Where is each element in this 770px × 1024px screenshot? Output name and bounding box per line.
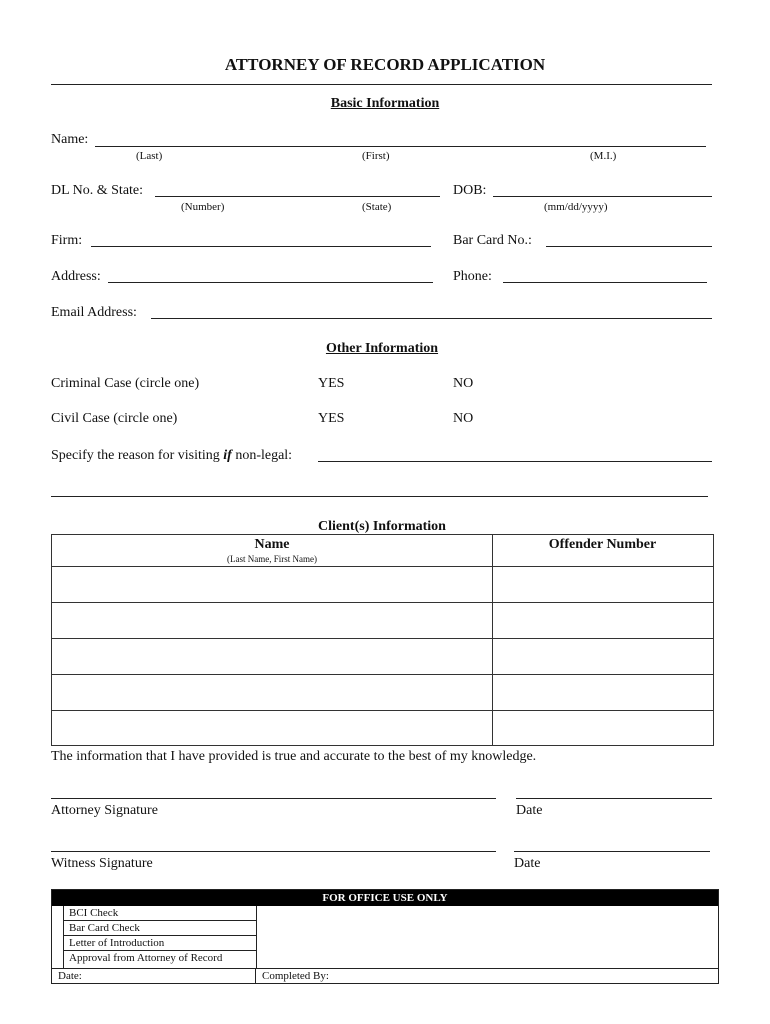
table-row[interactable]: [52, 566, 713, 567]
attorney-date-label: Date: [516, 803, 543, 818]
phone-label: Phone:: [453, 269, 492, 284]
reason-prefix: Specify the reason for visiting: [51, 448, 224, 463]
name-sub-last: (Last): [136, 150, 163, 162]
office-use-heading: FOR OFFICE USE ONLY: [52, 890, 718, 906]
office-bottom-divider: [255, 968, 256, 983]
reason-suffix: non-legal:: [231, 448, 293, 463]
reason-field-2[interactable]: [51, 496, 708, 497]
dl-field[interactable]: [155, 196, 440, 197]
civil-yes[interactable]: YES: [318, 411, 345, 426]
attorney-signature-field[interactable]: [51, 798, 496, 799]
col-header-offender: Offender Number: [548, 537, 657, 552]
basic-info-heading: Basic Information: [330, 96, 440, 111]
barcard-field[interactable]: [546, 246, 712, 247]
office-check-letter[interactable]: Letter of Introduction: [64, 936, 256, 951]
dl-sub-state: (State): [362, 201, 392, 213]
office-use-box: [51, 889, 719, 984]
firm-label: Firm:: [51, 233, 83, 248]
office-check-bci[interactable]: BCI Check: [64, 906, 256, 921]
col-header-name: Name: [254, 537, 290, 552]
other-info-heading: Other Information: [325, 341, 439, 356]
firm-field[interactable]: [91, 246, 431, 247]
name-field[interactable]: [95, 146, 706, 147]
office-bottom-rule: [52, 968, 718, 969]
reason-if: if: [223, 448, 232, 463]
table-row[interactable]: [52, 602, 713, 603]
civil-no[interactable]: NO: [453, 411, 474, 426]
criminal-no[interactable]: NO: [453, 376, 474, 391]
civil-case-label: Civil Case (circle one): [51, 411, 178, 426]
table-row[interactable]: [52, 710, 713, 711]
dob-label: DOB:: [453, 183, 487, 198]
dob-sub: (mm/dd/yyyy): [544, 201, 608, 213]
table-row[interactable]: [52, 674, 713, 675]
office-completed-label: Completed By:: [262, 970, 329, 982]
attorney-date-field[interactable]: [516, 798, 712, 799]
attestation-text: The information that I have provided is true and accurate to the best of my knowledge.: [51, 749, 537, 764]
criminal-case-label: Criminal Case (circle one): [51, 376, 200, 391]
witness-date-field[interactable]: [514, 851, 710, 852]
attorney-signature-label: Attorney Signature: [51, 803, 158, 818]
office-date-label: Date:: [58, 970, 82, 982]
office-checklist: [63, 906, 257, 968]
office-check-barcard[interactable]: Bar Card Check: [64, 921, 256, 936]
email-label: Email Address:: [51, 305, 137, 320]
name-label: Name:: [51, 132, 89, 147]
name-sub-mi: (M.I.): [590, 150, 617, 162]
witness-date-label: Date: [514, 856, 541, 871]
title-rule: [51, 84, 712, 85]
phone-field[interactable]: [503, 282, 707, 283]
dl-sub-number: (Number): [181, 201, 225, 213]
barcard-label: Bar Card No.:: [453, 233, 532, 248]
reason-label: [51, 448, 292, 464]
col-header-name-sub: (Last Name, First Name): [227, 554, 317, 564]
criminal-yes[interactable]: YES: [318, 376, 345, 391]
email-field[interactable]: [151, 318, 712, 319]
address-label: Address:: [51, 269, 101, 284]
page-title: ATTORNEY OF RECORD APPLICATION: [224, 55, 546, 74]
dob-field[interactable]: [493, 196, 712, 197]
name-sub-first: (First): [362, 150, 390, 162]
reason-field[interactable]: [318, 461, 712, 462]
office-check-approval[interactable]: Approval from Attorney of Record: [69, 952, 223, 964]
witness-signature-label: Witness Signature: [51, 856, 153, 871]
dl-label: DL No. & State:: [51, 183, 144, 198]
clients-heading: Client(s) Information: [318, 519, 446, 534]
clients-table: [51, 534, 714, 746]
address-field[interactable]: [108, 282, 433, 283]
witness-signature-field[interactable]: [51, 851, 496, 852]
table-row[interactable]: [52, 638, 713, 639]
